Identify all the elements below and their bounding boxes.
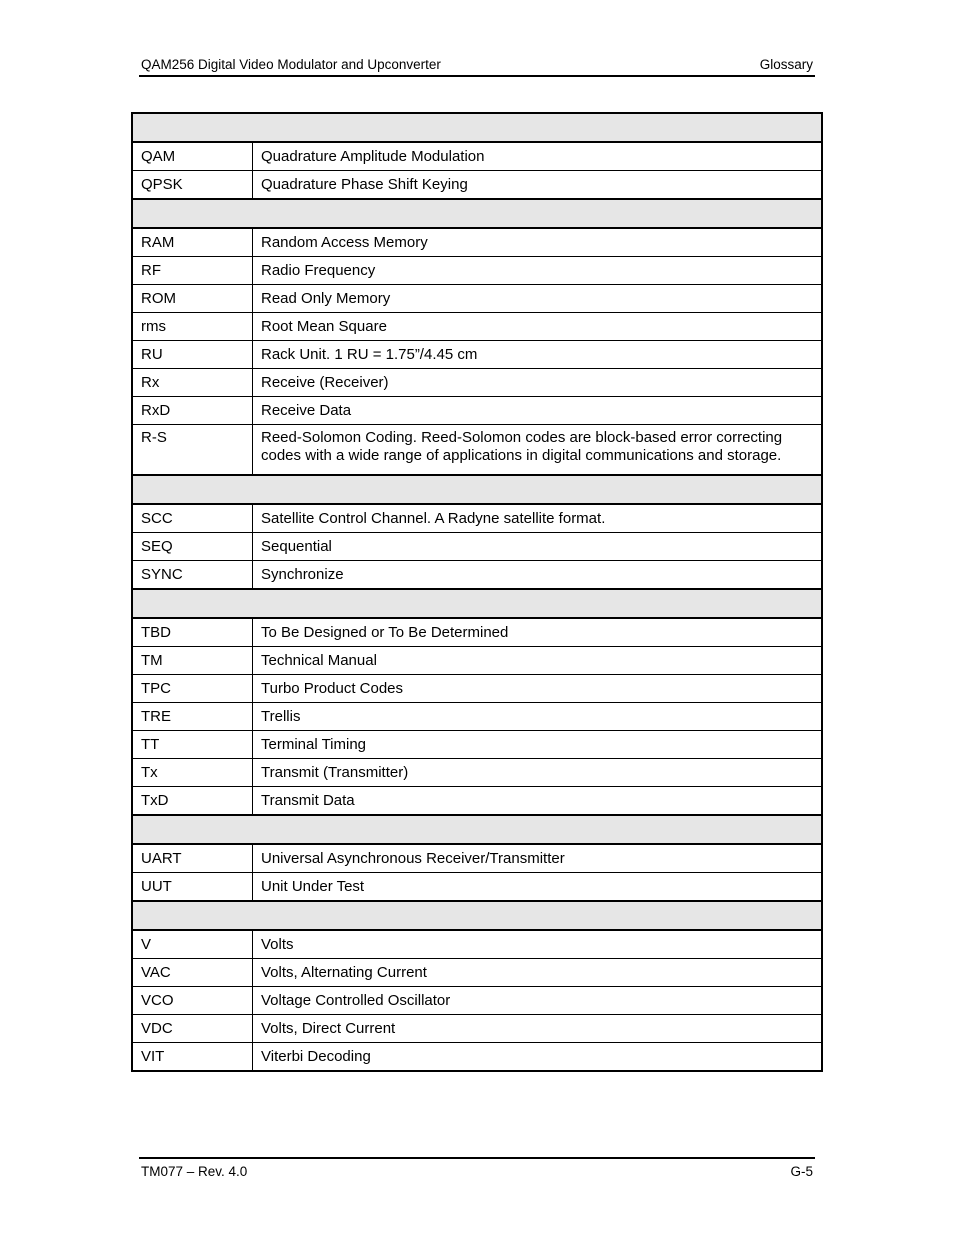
section-header-cell [132,199,822,228]
glossary-table [131,112,823,1072]
glossary-row [132,533,822,561]
glossary-definition: Sequential [253,533,823,561]
glossary-term: TM [132,647,253,675]
glossary-term: RU [132,341,253,369]
glossary-row [132,873,822,902]
glossary-term: SCC [132,504,253,533]
glossary-term: SEQ [132,533,253,561]
glossary-definition: Radio Frequency [253,257,823,285]
glossary-row [132,844,822,873]
glossary-definition: Unit Under Test [253,873,823,902]
section-header-row [132,901,822,930]
glossary-row [132,561,822,590]
glossary-definition: Transmit (Transmitter) [253,759,823,787]
glossary-term: TT [132,731,253,759]
glossary-term: SYNC [132,561,253,590]
glossary-row [132,1043,822,1072]
glossary-row [132,341,822,369]
glossary-definition: Rack Unit. 1 RU = 1.75”/4.45 cm [253,341,823,369]
glossary-definition: Quadrature Phase Shift Keying [253,171,823,200]
glossary-term: UUT [132,873,253,902]
page-number: G-5 [790,1164,813,1179]
glossary-term: Rx [132,369,253,397]
glossary-term: VDC [132,1015,253,1043]
glossary-term: RxD [132,397,253,425]
glossary-definition: Random Access Memory [253,228,823,257]
glossary-definition: Read Only Memory [253,285,823,313]
glossary-row [132,257,822,285]
section-header-row [132,199,822,228]
glossary-definition: Receive (Receiver) [253,369,823,397]
glossary-term: QAM [132,142,253,171]
glossary-row [132,397,822,425]
glossary-row [132,1015,822,1043]
glossary-definition: Transmit Data [253,787,823,816]
glossary-definition: Viterbi Decoding [253,1043,823,1072]
glossary-row [132,647,822,675]
glossary-term: RF [132,257,253,285]
glossary-term: V [132,930,253,959]
section-header-row [132,475,822,504]
glossary-definition: Quadrature Amplitude Modulation [253,142,823,171]
section-header-row [132,815,822,844]
glossary-row [132,731,822,759]
section-header-cell [132,113,822,142]
section-title: Glossary [759,57,813,72]
glossary-row [132,171,822,200]
glossary-row [132,959,822,987]
glossary-definition: Volts, Direct Current [253,1015,823,1043]
page-header [139,55,815,77]
glossary-row [132,369,822,397]
glossary-definition: Receive Data [253,397,823,425]
glossary-definition: Technical Manual [253,647,823,675]
section-header-cell [132,589,822,618]
section-header-cell [132,901,822,930]
glossary-term: VIT [132,1043,253,1072]
glossary-row [132,787,822,816]
document-revision: TM077 – Rev. 4.0 [141,1164,248,1179]
glossary-term: QPSK [132,171,253,200]
glossary-definition: Universal Asynchronous Receiver/Transmitter [253,844,823,873]
glossary-definition: Satellite Control Channel. A Radyne satellite format. [253,504,823,533]
glossary-row [132,703,822,731]
section-header-row [132,589,822,618]
glossary-definition: Turbo Product Codes [253,675,823,703]
glossary-row [132,313,822,341]
glossary-term: R-S [132,425,253,476]
glossary-row [132,228,822,257]
glossary-definition: To Be Designed or To Be Determined [253,618,823,647]
glossary-definition: Synchronize [253,561,823,590]
glossary-row [132,142,822,171]
glossary-definition: Reed-Solomon Coding. Reed-Solomon codes are block-based error correcting codes with a wide range of applications in digital communications and storage. [253,425,823,476]
glossary-row [132,618,822,647]
glossary-term: VAC [132,959,253,987]
glossary-definition: Volts [253,930,823,959]
glossary-row [132,285,822,313]
glossary-definition: Volts, Alternating Current [253,959,823,987]
glossary-definition: Root Mean Square [253,313,823,341]
glossary-term: ROM [132,285,253,313]
glossary-row [132,759,822,787]
glossary-row [132,930,822,959]
glossary-term: TBD [132,618,253,647]
glossary-term: TRE [132,703,253,731]
glossary-row [132,425,822,476]
glossary-row [132,987,822,1015]
glossary-definition: Trellis [253,703,823,731]
glossary-row [132,504,822,533]
glossary-term: UART [132,844,253,873]
section-header-cell [132,815,822,844]
document-title: QAM256 Digital Video Modulator and Upconverter [141,57,441,72]
glossary-term: TxD [132,787,253,816]
glossary-definition: Terminal Timing [253,731,823,759]
section-header-row [132,113,822,142]
glossary-row [132,675,822,703]
glossary-term: Tx [132,759,253,787]
section-header-cell [132,475,822,504]
glossary-term: VCO [132,987,253,1015]
glossary-term: TPC [132,675,253,703]
glossary-term: RAM [132,228,253,257]
glossary-term: rms [132,313,253,341]
glossary-definition: Voltage Controlled Oscillator [253,987,823,1015]
page-footer [139,1157,815,1179]
